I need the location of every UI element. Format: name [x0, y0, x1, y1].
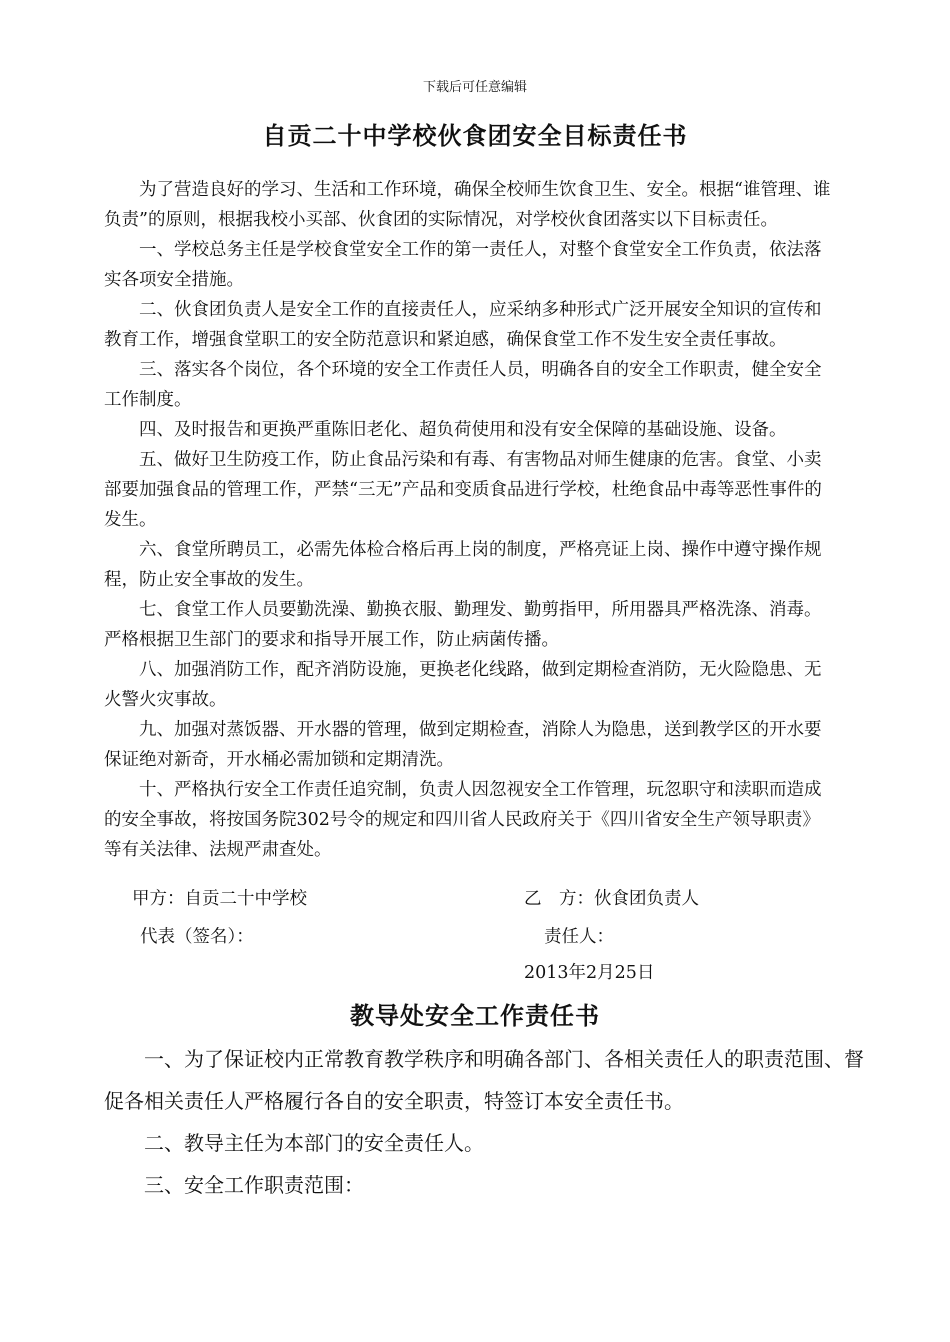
doc1-paragraph: 一、学校总务主任是学校食堂安全工作的第一责任人，对整个食堂安全工作负责，依法落实各项安全措施。: [104, 240, 822, 290]
doc1-paragraph: 九、加强对蒸饭器、开水器的管理，做到定期检查，消除人为隐患，送到教学区的开水要保证绝对新奇，开水桶必需加锁和定期清洗。: [104, 720, 822, 770]
doc2-body: [104, 1038, 864, 1206]
responsible-person: 责任人：: [544, 927, 614, 947]
doc1-title: 自贡二十中学校伙食团安全目标责任书: [262, 122, 688, 150]
representative-signature: 代表（签名）：: [140, 927, 254, 947]
doc1-paragraph: 十、严格执行安全工作责任追究制，负责人因忽视安全工作管理，玩忽职守和渎职而造成的安全事故，将按国务院302号令的规定和四川省人民政府关于《四川省安全生产领导职责》等有关法律、法规严肃查处。: [104, 780, 822, 860]
doc2-paragraph: 二、教导主任为本部门的安全责任人。: [144, 1131, 484, 1155]
doc1-paragraph: 四、及时报告和更换严重陈旧老化、超负荷使用和没有安全保障的基础设施、设备。: [139, 420, 787, 440]
doc2-paragraph: 三、安全工作职责范围：: [144, 1173, 364, 1197]
doc1-paragraph: 八、加强消防工作，配齐消防设施，更换老化线路，做到定期检查消防，无火险隐患、无火警火灾事故。: [104, 660, 822, 710]
sign-date: 2013年2月25日: [524, 963, 655, 983]
header-note: 下载后可任意编辑: [422, 80, 527, 95]
doc1-body: [104, 175, 836, 865]
doc1-paragraph: 三、落实各个岗位，各个环境的安全工作责任人员，明确各自的安全工作职责，健全安全工作制度。: [104, 360, 822, 410]
doc2-paragraph: 一、为了保证校内正常教育教学秩序和明确各部门、各相关责任人的职责范围、督促各相关责任人严格履行各自的安全职责，特签订本安全责任书。: [104, 1047, 864, 1113]
doc1-paragraph: 二、伙食团负责人是安全工作的直接责任人，应采纳多种形式广泛开展安全知识的宣传和教育工作，增强食堂职工的安全防范意识和紧迫感，确保食堂工作不发生安全责任事故。: [104, 300, 822, 350]
party-a: 甲方：自贡二十中学校: [132, 889, 307, 909]
doc1-paragraph: 六、食堂所聘员工，必需先体检合格后再上岗的制度，严格亮证上岗、操作中遵守操作规程，防止安全事故的发生。: [104, 540, 822, 590]
doc1-paragraph: 五、做好卫生防疫工作，防止食品污染和有毒、有害物品对师生健康的危害。食堂、小卖部要加强食品的管理工作，严禁“三无”产品和变质食品进行学校，杜绝食品中毒等恶性事件的发生。: [104, 450, 822, 530]
doc1-paragraph: 为了营造良好的学习、生活和工作环境，确保全校师生饮食卫生、安全。根据“谁管理、谁负责”的原则，根据我校小买部、伙食团的实际情况，对学校伙食团落实以下目标责任。: [104, 180, 831, 230]
doc2-title: 教导处安全工作责任书: [350, 1002, 600, 1030]
party-b: 乙 方：伙食团负责人: [524, 889, 699, 909]
doc1-paragraph: 七、食堂工作人员要勤洗澡、勤换衣服、勤理发、勤剪指甲，所用器具严格洗涤、消毒。严格根据卫生部门的要求和指导开展工作，防止病菌传播。: [104, 600, 822, 650]
